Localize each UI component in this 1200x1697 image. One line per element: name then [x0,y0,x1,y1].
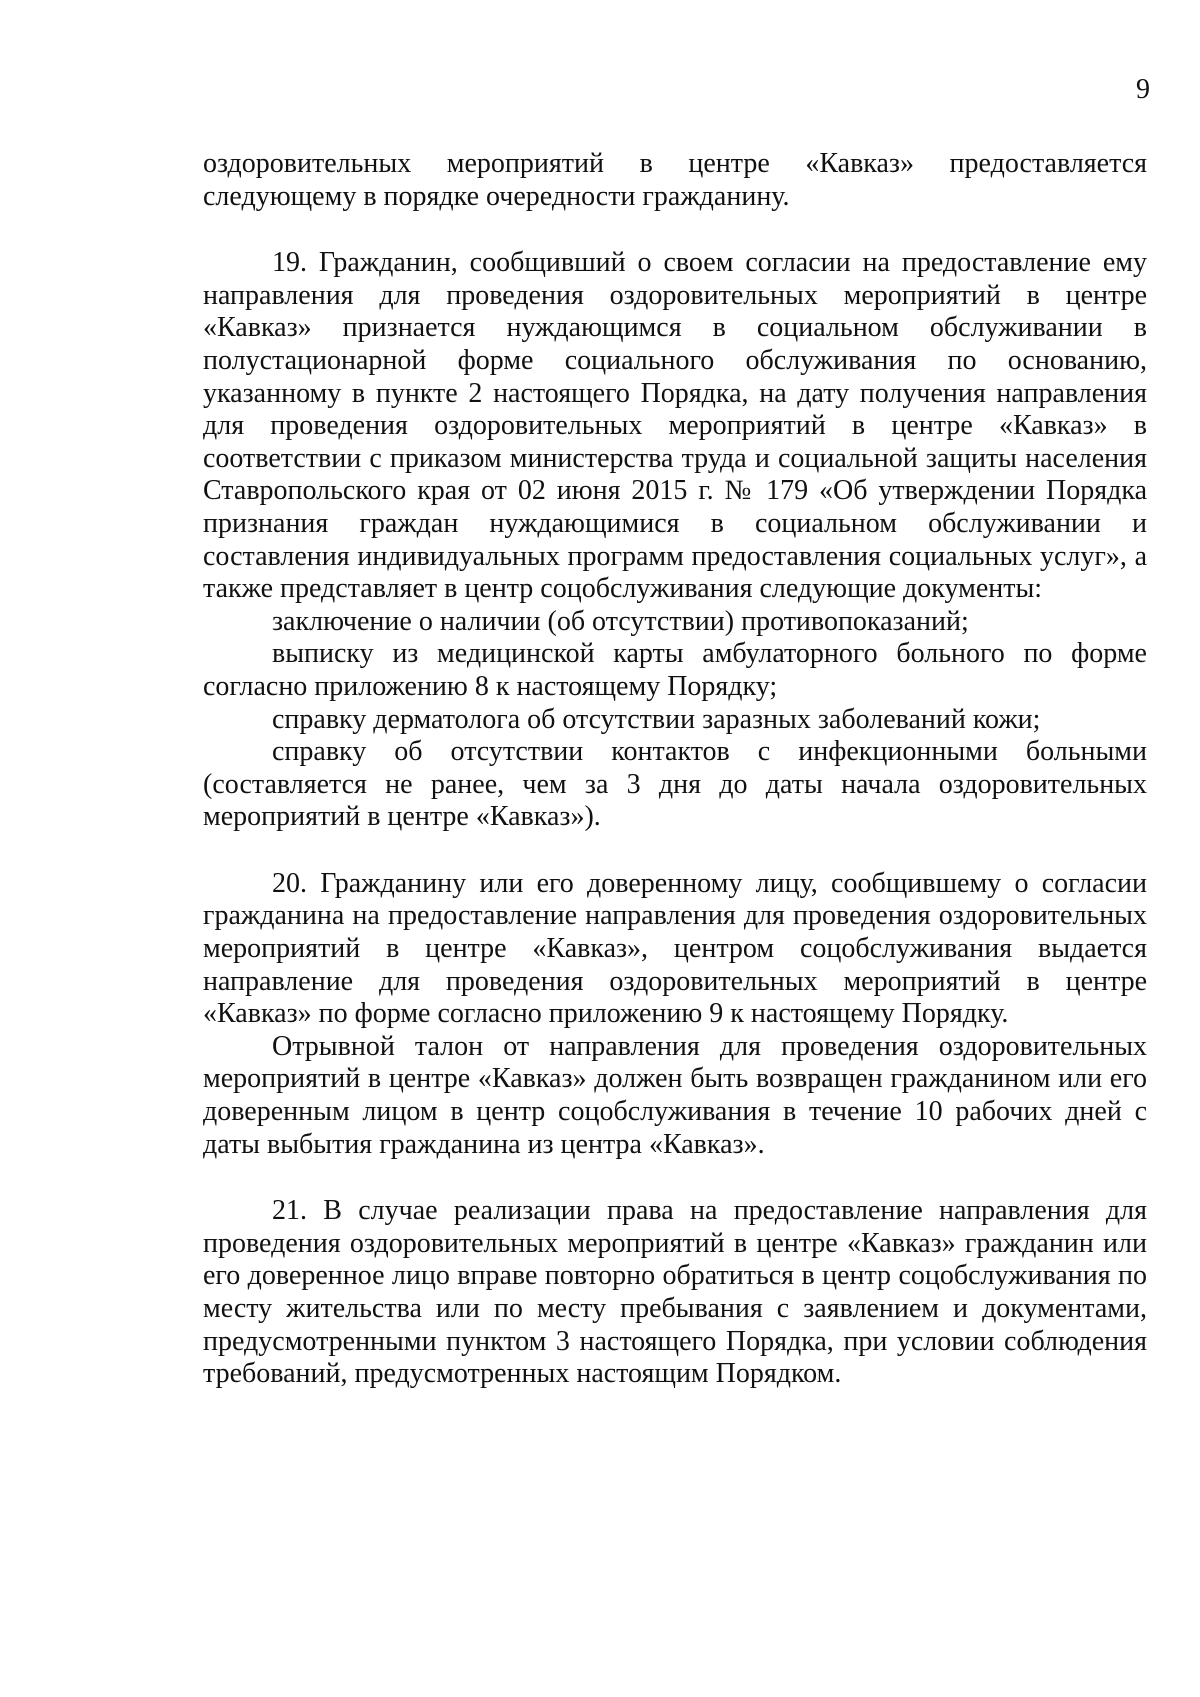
paragraph-clause-19: 19. Гражданин, сообщивший о своем согласии на предоставление ему направления для проведения оздоровительных мероприятий в центре «Кавказ» признается нуждающимся в социальном обслуживании в полустационарной форме социального обслуживания по основанию, указанному в пункте 2 настоящего Порядка, на дату получения направления для проведения оздоровительных мероприятий в центре «Кавказ» в соответствии с приказом министерства труда и социальной защиты населения Ставропольского края от 02 июня 2015 г. № 179 «Об утверждении Порядка признания граждан нуждающимися в социальном обслуживании и составления индивидуальных программ предоставления социальных услуг», а также представляет в центр соцобслуживания следующие документы: [203,247,1147,605]
page-number: 9 [1136,74,1150,105]
list-item-medical-extract: выписку из медицинской карты амбулаторного больного по форме согласно приложению 8 к настоящему Порядку; [203,638,1147,702]
list-item-contraindications: заключение о наличии (об отсутствии) противопоказаний; [272,605,969,637]
paragraph-tear-off-coupon: Отрывной талон от направления для проведения оздоровительных мероприятий в центре «Кавказ» должен быть возвращен гражданином или его доверенным лицом в центр соцобслуживания в течение 10 рабочих дней с даты выбытия гражданина из центра «Кавказ». [203,1030,1147,1160]
paragraph-clause-21: 21. В случае реализации права на предоставление направления для проведения оздоровительных мероприятий в центре «Кавказ» гражданин или его доверенное лицо вправе повторно обратиться в центр соцобслуживания по месту жительства или по месту пребывания с заявлением и документами, предусмотренными пунктом 3 настоящего Порядка, при условии соблюдения требований, предусмотренных настоящим Порядком. [203,1195,1147,1390]
paragraph-clause-20: 20. Гражданину или его доверенному лицу, сообщившему о согласии гражданина на предоставление направления для проведения оздоровительных мероприятий в центре «Кавказ», центром соцобслуживания выдается направление для проведения оздоровительных мероприятий в центре «Кавказ» по форме согласно приложению 9 к настоящему Порядку. [203,867,1147,1030]
document-body [203,148,1147,1391]
list-item-contacts-certificate: справку об отсутствии контактов с инфекционными больными (составляется не ранее, чем за 3 дня до даты начала оздоровительных мероприятий в центре «Кавказ»). [203,736,1147,833]
paragraph-continuation: оздоровительных мероприятий в центре «Кавказ» предоставляется следующему в порядке очередности гражданину. [203,148,1147,212]
list-item-dermatologist-certificate: справку дерматолога об отсутствии заразных заболеваний кожи; [272,703,1041,735]
